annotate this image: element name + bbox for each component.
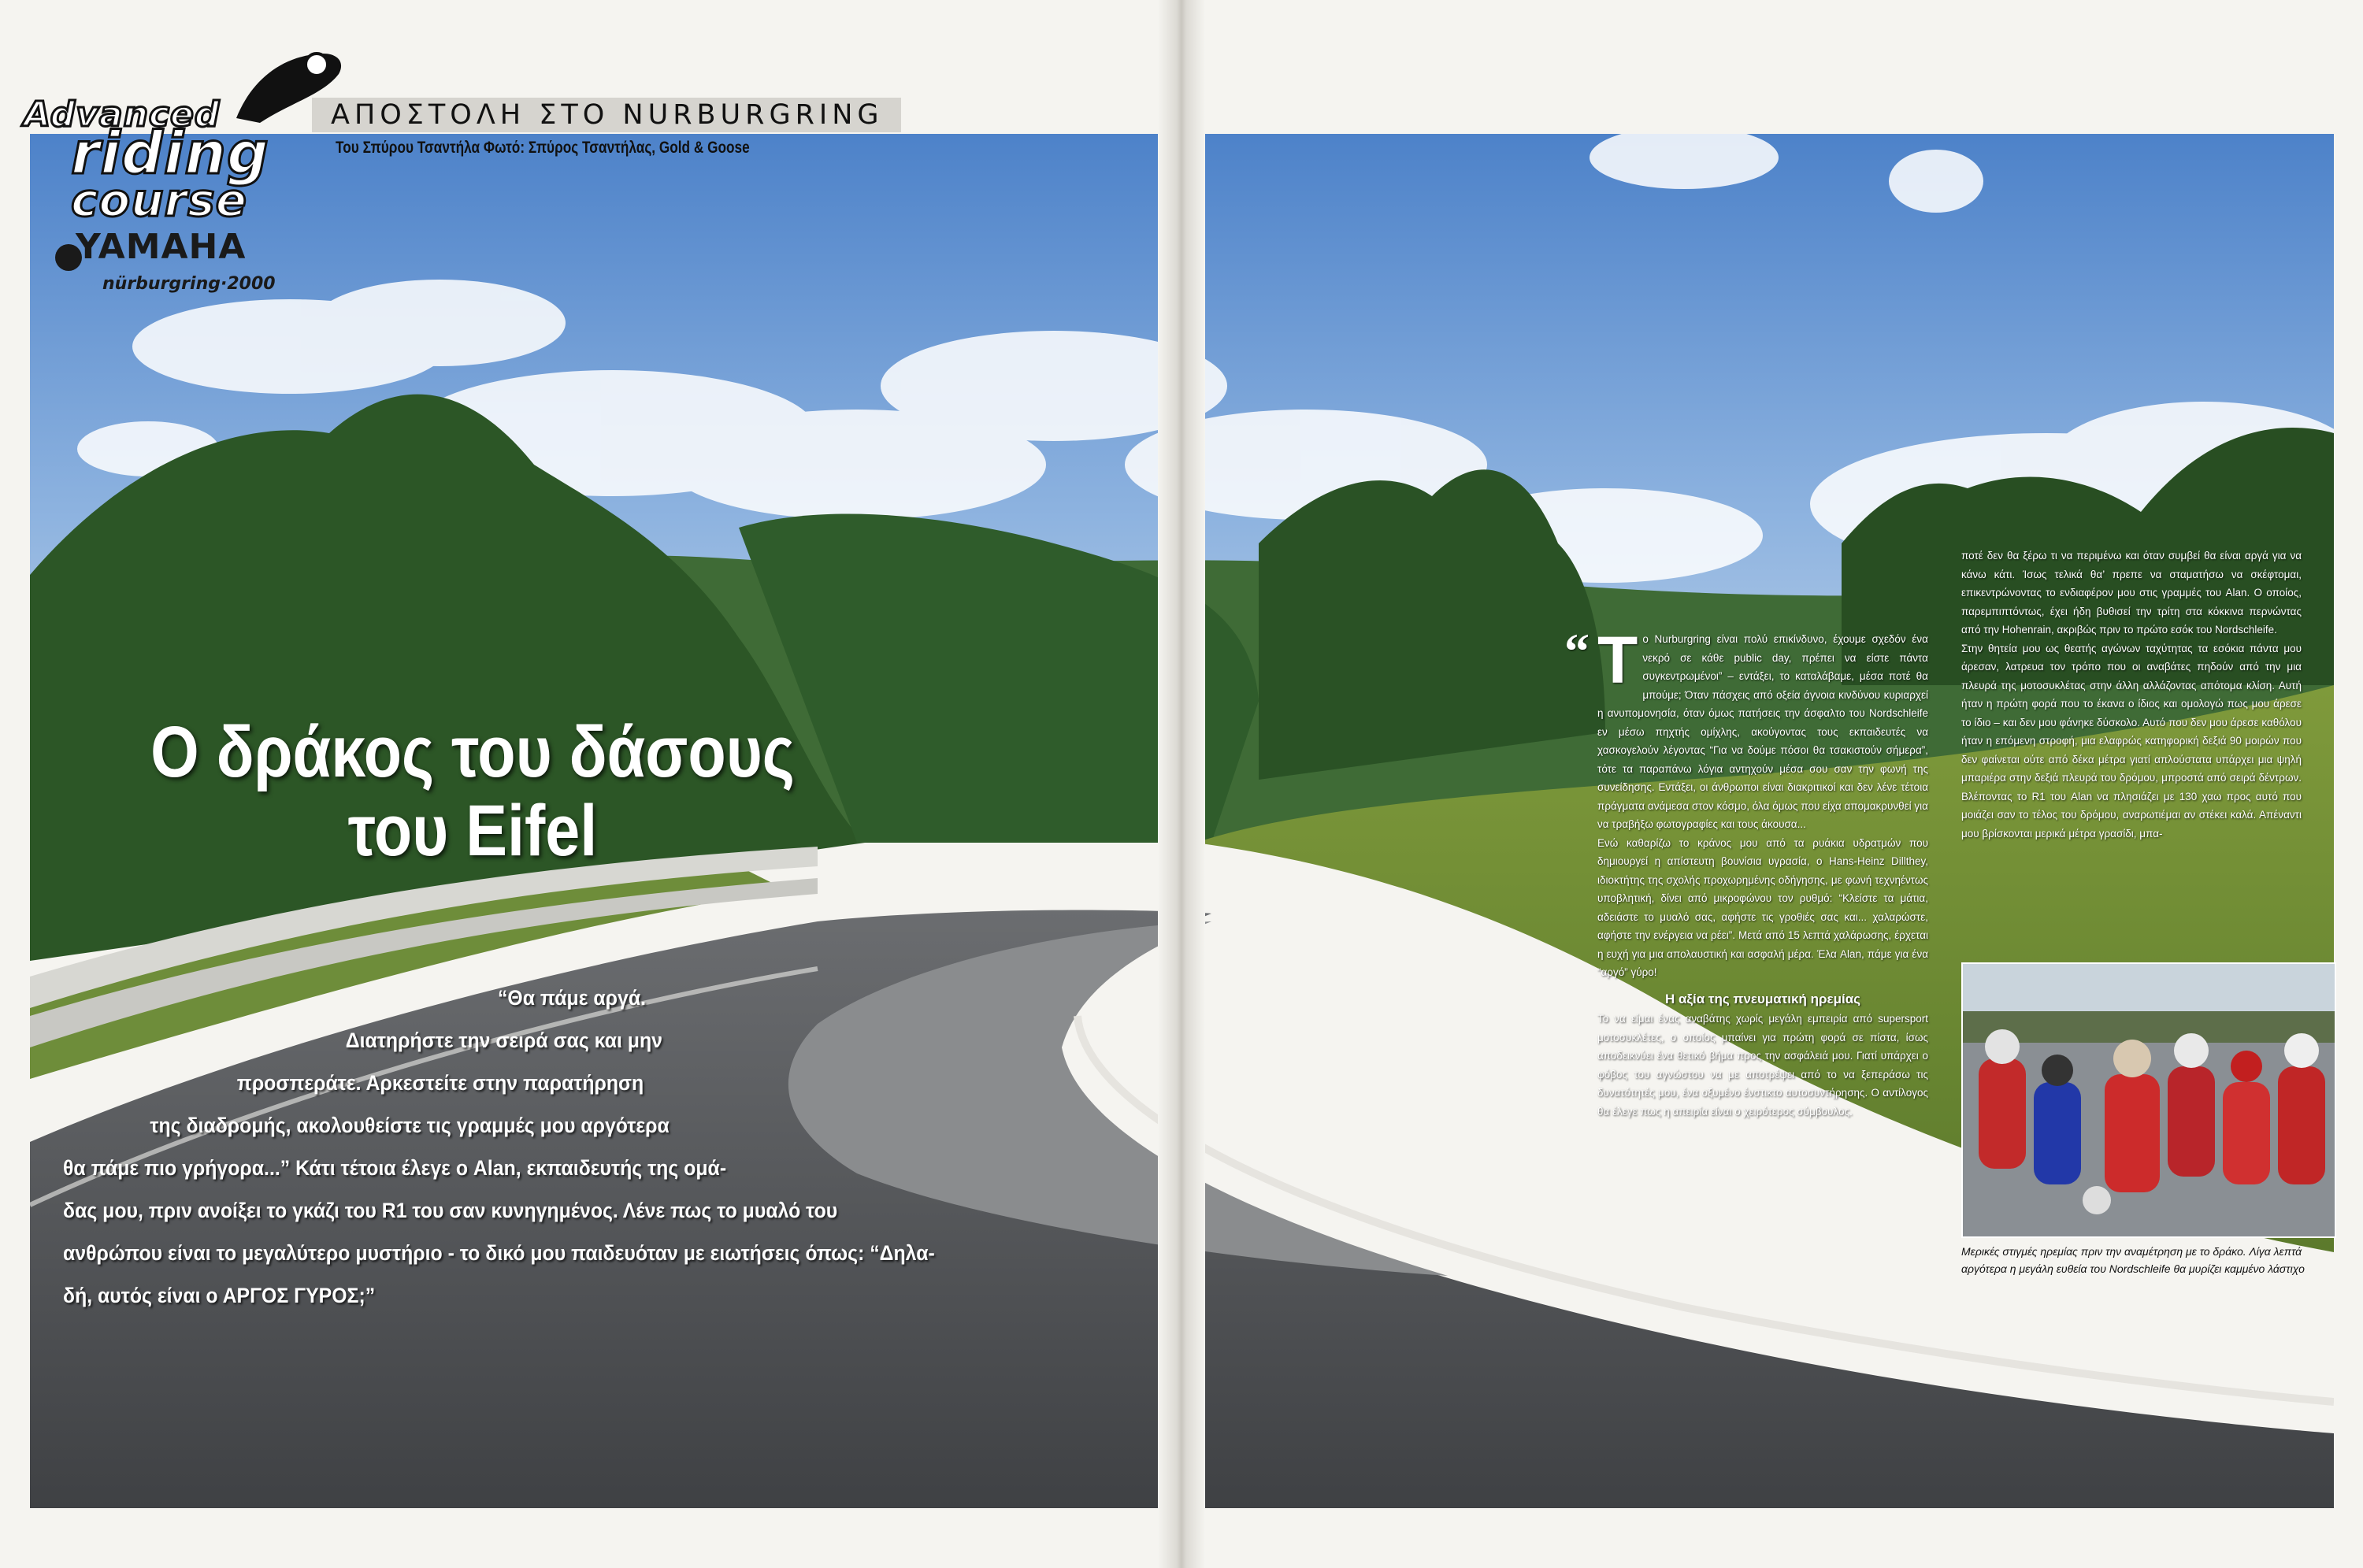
logo-yamaha: YAMAHA (76, 227, 247, 267)
deck-line: θα πάμε πιο γρήγορα...” Κάτι τέτοια έλεγε ο Alan, εκπαιδευτής της ομά- (63, 1156, 727, 1180)
logo-riding: riding (71, 120, 269, 187)
drop-cap: Τ (1597, 623, 1638, 697)
article-subhead: Η αξία της πνευματική ηρεμίας (1664, 991, 1861, 1006)
advanced-riding-course-logo (24, 47, 323, 294)
deck-line: δή, αυτός είναι ο ΑΡΓΟΣ ΓΥΡΟΣ;” (63, 1284, 376, 1307)
article-column-2 (1961, 547, 2302, 843)
headline-line-1: Ο δράκος του δάσους (150, 712, 795, 792)
article-column-1 (1597, 623, 1928, 1121)
article-deck (63, 977, 1019, 1317)
body-paragraph: Στην θητεία μου ως θεατής αγώνων ταχύτητας τα εσόκια πάντα μου άρεσαν, λατρευα τον τρόπο που οι αναβάτες πηδούν από την μια πλευρά της μοτοσυκλέτας στην άλλη αλλάζοντας απότομα κλίση. Αυτή ήταν η πρώτη φορά που το έκανα ο ίδιος και ομολογώ πως μου άρεσε το ίδιο – και δεν μου φάνηκε δύσκολο. Αυτό που δεν μου άρεσε καθόλου ήταν η επόμενη στροφή, μια ελαφρώς κατηφορική δεξιά 90 μοιρών που δεν φαίνεται ούτε από δέκα μέτρα γιατί απλούστατα υπάρχει μια ψηλή μπαριέρα στην δεξιά πλευρά του δρόμου, μπροστά από σειρά δέντρων. Βλέποντας το R1 του Alan να πλησιάζει με 130 χαω προς αυτό που μοιάζει σαν το τέλος του δρόμου, αναρωτιέμαι αν στέκει καλά. Απέναντι μου βρίσκονται μερικά μέτρα γρασίδι, μπα- (1961, 642, 2302, 840)
deck-line: της διαδρομής, ακολουθείστε τις γραμμές μου αργότερα (150, 1114, 670, 1137)
logo-advanced: Advanced (24, 95, 221, 135)
deck-line: Διατηρήστε την σειρά σας και μην (345, 1029, 662, 1052)
byline: Του Σπύρου Τσαντήλα Φωτό: Σπύρος Τσαντήλας, Gold & Goose (336, 139, 750, 157)
deck-line: δας μου, πριν ανοίξει το γκάζι του R1 του σαν κυνηγημένος. Λένε πως το μυαλό του (63, 1199, 838, 1222)
logo-event: nürburgring·2000 (102, 274, 276, 294)
deck-line: “Θα πάμε αργά. (498, 986, 647, 1010)
inset-photo-caption: Μερικές στιγμές ηρεμίας πριν την αναμέτρηση με το δράκο. Λίγα λεπτά αργότερα η μεγάλη ευθεία του Nordschleife θα μυρίζει καμμένο λάστιχο (1961, 1245, 2305, 1275)
page-gutter (1158, 0, 1205, 1568)
headline-line-2: του Eifel (347, 791, 598, 871)
body-paragraph: ποτέ δεν θα ξέρω τι να περιμένω και όταν συμβεί θα είναι αργά για να κάνω κάτι. Ίσως τελικά θα’ πρεπε να σταματήσω να σκέφτομαι, επικεντρώνοντας το ενδιαφέρον μου στις γραμμές του Alan. Ο οποίος, παρεμπιπτόντως, έχει ήδη βυθισεί την τρίτη στα κόκκινα περνώντας από την Hohenrain, ακριβώς πριν το πρώτο εσόκ του Nordschleife. (1961, 550, 2302, 636)
body-paragraph: Το να είμαι ένας αναβάτης χωρίς μεγάλη εμπειρία από supersport μοτοσυκλέτες, ο οποίος μπαίνει για πρώτη φορά σε πίστα, ίσως αποδεικνύει ένα θετικό βήμα προς την ασφάλειά μου. Γιατί υπάρχει ο φόβος του αγνώστου να με αποτρέψει από το να ξεπεράσω τις δυνατότητές μου, ένα οξυμένο ένστικτο αυτοσυντήρησης. Ο αντίλογος θα έλεγε πως η απειρία είναι ο χειρότερος σύμβουλος. (1597, 1013, 1928, 1118)
body-paragraph: Ενώ καθαρίζω το κράνος μου από τα ρυάκια υδρατμών που δημιουργεί η απίστευτη βουνίσια υγρασία, ο Hans-Heinz Dillthey, ιδιοκτήτης της σχολής προχωρημένης οδήγησης, με φωνή τεχνηέντως υποβλητική, δίνει από μικροφώνου τον ρυθμό: “Κλείστε τα μάτια, αδειάστε το μυαλό σας, αφήστε τις γροθιές σας και... χαλαρώστε, αφήστε την ενέργεια να ρέει”. Μετά από 15 λεπτά χαλάρωσης, έρχεται η ευχή για μια απολαυστική και ασφαλή μέρα. Έλα Alan, πάμε για ένα “αργό” γύρο! (1597, 836, 1928, 978)
article-headline (134, 713, 811, 870)
body-paragraph: ο Nurburgring είναι πολύ επικίνδυνο, έχουμε σχεδόν ένα νεκρό σε κάθε public day, πρέπει να είστε πάντα συγκεντρωμένοι” – εντάξει, το καταλάβαμε, μέσα ποτέ θα μπούμε; Όταν πάσχεις από οξεία άγνοια κινδύνου κυριαρχεί η ανυπομονησία, όταν όμως πατήσεις την άσφαλτο του Nordschleife εν μέσω πηχτής ομίχλης, ακούγοντας τους εκπαιδευτές να χασκογελούν λέγοντας “Για να δούμε πόσοι θα τσακιστούν σήμερα”, τότε τα παραπάνω λόγια αντηχούν μέσα σου σαν την φωνή της συνείδησης. Εντάξει, οι άνθρωποι είναι διακριτικοί και δεν λένε τέτοια πράγματα ανάμεσα στον κόσμο, όλα όμως που είχα απομακρυνθεί για να τραβήξω φωτογραφίες και τους άκουσα... (1597, 633, 1928, 830)
deck-line: προσπεράτε. Αρκεστείτε στην παρατήρηση (236, 1071, 644, 1095)
logo-course: course (71, 173, 247, 227)
riders-inset-photo (1961, 962, 2336, 1238)
opening-quote-mark: “ (1564, 623, 1590, 679)
section-title: ΑΠΟΣΤΟΛΗ ΣΤΟ NURBURGRING (331, 99, 884, 131)
deck-line: ανθρώπου είναι το μεγαλύτερο μυστήριο - το δικό μου παιδευόταν με ειωτήσεις όπως: “Δηλα- (63, 1241, 935, 1265)
